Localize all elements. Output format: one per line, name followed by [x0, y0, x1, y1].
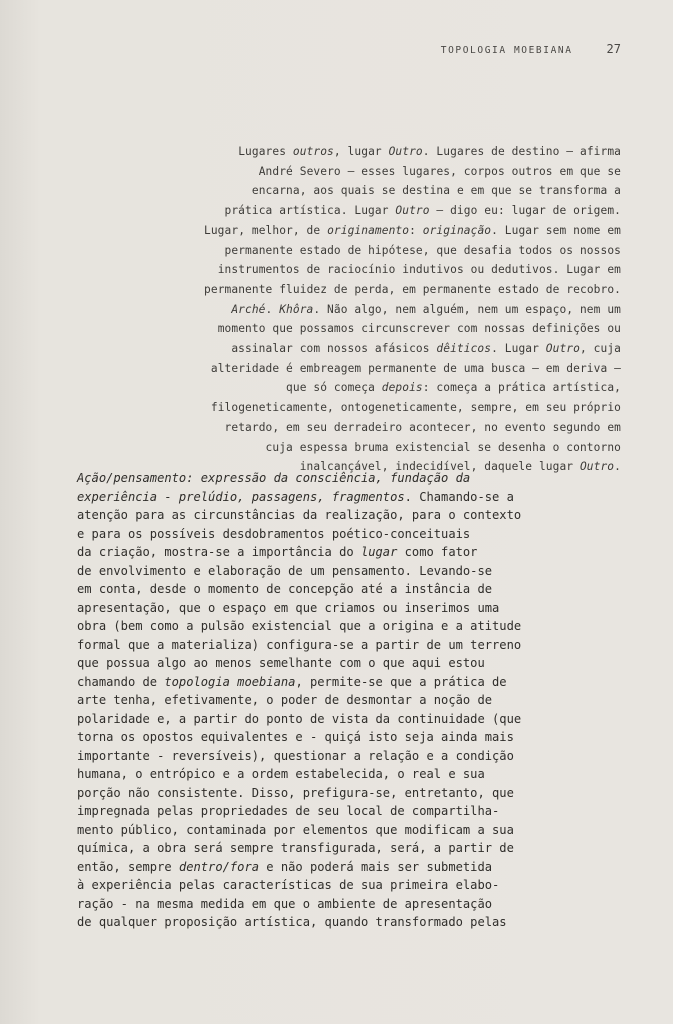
italic-text: Arché — [231, 302, 266, 316]
text-run: chamando de — [77, 674, 165, 689]
quote-line — [150, 142, 621, 162]
running-header — [441, 42, 621, 56]
text-run: . Não algo, nem alguém, nem um espaço, nem um — [313, 302, 621, 316]
body-line — [77, 747, 547, 766]
body-line — [77, 728, 547, 747]
quote-line — [150, 201, 621, 221]
text-run: encarna, aos quais se destina e em que se transforma a — [251, 184, 621, 198]
text-run: em conta, desde o momento de concepção até a instância de — [77, 582, 493, 596]
body-line — [77, 895, 547, 914]
italic-text: depois — [381, 381, 423, 395]
text-run: permanente fluidez de perda, em permanente estado de recobro. — [204, 282, 621, 296]
body-line — [77, 673, 547, 692]
body-line — [77, 469, 547, 488]
italic-text: Outro — [388, 145, 423, 158]
text-run: momento que possamos circunscrever com nossas definições ou — [217, 322, 621, 336]
text-run: e para os possíveis desdobramentos poético-conceituais — [77, 526, 471, 541]
body-line — [77, 617, 547, 636]
text-run: humana, o entrópico e a ordem estabelecida, o real e sua — [77, 767, 485, 781]
text-run: assinalar com nossos afásicos — [231, 342, 437, 356]
body-line — [77, 710, 547, 729]
text-run: mento público, contaminada por elementos que modificam a sua — [77, 822, 514, 837]
body-line — [77, 506, 547, 525]
text-run: formal que a materializa) configura-se a partir de um terreno — [77, 637, 522, 652]
text-run: obra (bem como a pulsão existencial que a origina e a atitude — [77, 619, 522, 633]
text-run: da criação, mostra-se a importância do — [77, 545, 361, 559]
quote-line — [150, 300, 621, 320]
body-line — [77, 691, 547, 710]
text-run: . Lugares de destino — afirma — [422, 145, 621, 158]
body-line — [77, 784, 547, 803]
text-run: polaridade e, a partir do ponto de vista da continuidade (que — [77, 711, 522, 726]
quote-line — [150, 319, 621, 339]
quote-line — [150, 181, 621, 201]
text-run: que só começa — [286, 381, 382, 395]
body-line — [77, 636, 547, 655]
text-run: retardo, em seu derradeiro acontecer, no evento segundo em — [224, 420, 621, 434]
body-line — [77, 839, 547, 858]
italic-text: Outro — [545, 342, 580, 356]
text-run: cuja espessa bruma existencial se desenha o contorno — [265, 440, 621, 454]
text-run: arte tenha, efetivamente, o poder de desmontar a noção de — [77, 693, 493, 707]
quote-line — [150, 398, 621, 418]
italic-text: Outro — [579, 460, 615, 474]
body-line — [77, 876, 547, 895]
body-line — [77, 488, 547, 507]
text-run: — digo eu: lugar de origem. — [429, 204, 621, 218]
text-run: que possua algo ao menos semelhante com o que aqui estou — [77, 656, 485, 670]
italic-text: Outro — [395, 204, 430, 218]
text-run: prática artística. Lugar — [224, 204, 396, 218]
quote-line — [150, 260, 621, 280]
text-run: inalcançável, indecidível, daquele lugar — [299, 460, 580, 474]
text-run: apresentação, que o espaço em que criamos ou inserimos uma — [77, 600, 500, 615]
quote-line — [150, 339, 621, 359]
text-run: instrumentos de raciocínio indutivos ou dedutivos. Lugar em — [217, 263, 621, 277]
italic-text: experiência - prelúdio, passagens, fragmentos — [77, 489, 405, 504]
text-run: . — [614, 460, 621, 474]
text-run: química, a obra será sempre transfigurada, será, a partir de — [77, 841, 514, 855]
text-run: e não poderá mais ser submetida — [259, 859, 493, 874]
text-run: importante - reversíveis), questionar a relação e a condição — [77, 748, 514, 763]
text-run: então, sempre — [77, 859, 179, 874]
italic-text: Khôra — [279, 302, 314, 316]
body-line — [77, 599, 547, 618]
text-run: ração - na mesma medida em que o ambiente de apresentação — [77, 896, 493, 911]
text-run: torna os opostos equivalentes e - quiçá isto seja ainda mais — [77, 730, 514, 744]
body-line — [77, 562, 547, 581]
text-run: . Lugar — [491, 342, 546, 356]
italic-text: dêiticos — [436, 342, 492, 356]
text-run: de envolvimento e elaboração de um pensamento. Levando-se — [77, 563, 493, 578]
body-line — [77, 525, 547, 544]
body-line — [77, 821, 547, 840]
text-run: permanente estado de hipótese, que desafia todos os nossos — [224, 243, 621, 257]
italic-text: originamento — [327, 223, 410, 237]
text-run: como fator — [397, 545, 478, 559]
quote-line — [150, 438, 621, 458]
italic-text: topologia moebiana — [164, 674, 296, 689]
text-run: , permite-se que a prática de — [295, 674, 507, 689]
text-run: Lugar, melhor, de — [204, 223, 328, 237]
body-line — [77, 913, 547, 932]
quote-line — [150, 359, 621, 379]
quote-line — [150, 221, 621, 241]
body-line — [77, 654, 547, 673]
page-number: 27 — [606, 42, 621, 56]
text-run: : começa a prática artística, — [422, 381, 621, 395]
quote-line — [150, 280, 621, 300]
text-run: alteridade é embreagem permanente de uma busca — em deriva — — [210, 361, 621, 375]
text-run: atenção para as circunstâncias da realização, para o contexto — [77, 508, 522, 522]
text-run: , cuja — [579, 342, 621, 356]
body-line — [77, 802, 547, 821]
italic-text: Ação/pensamento: expressão da consciência, fundação da — [77, 471, 471, 485]
body-line — [77, 580, 547, 599]
text-run: à experiência pelas características de sua primeira elabo- — [77, 878, 500, 892]
italic-text: dentro/fora — [178, 859, 260, 874]
body-paragraph — [77, 469, 547, 932]
text-run: . Lugar sem nome em — [491, 223, 621, 237]
text-run: porção não consistente. Disso, prefigura-se, entretanto, que — [77, 785, 514, 800]
text-run: de qualquer proposição artística, quando transformado pelas — [77, 915, 507, 929]
text-run: : — [409, 223, 423, 237]
quote-line — [150, 418, 621, 438]
italic-text: originação — [422, 223, 492, 237]
text-run: . Chamando-se a — [404, 489, 514, 504]
italic-text: lugar — [360, 545, 398, 559]
text-run: filogeneticamente, ontogeneticamente, sempre, em seu próprio — [210, 401, 621, 415]
text-run: . — [265, 302, 280, 316]
quote-line — [150, 162, 621, 182]
text-run: impregnada pelas propriedades de seu local de compartilha- — [77, 804, 500, 818]
text-run: , lugar — [333, 145, 389, 158]
italic-text: outros — [292, 145, 334, 158]
body-line — [77, 858, 547, 877]
text-run: Lugares — [238, 145, 293, 158]
text-run: André Severo — esses lugares, corpos outros em que se — [258, 164, 621, 178]
body-line — [77, 543, 547, 562]
body-line — [77, 765, 547, 784]
running-title: TOPOLOGIA MOEBIANA — [440, 45, 573, 56]
quote-line — [150, 241, 621, 261]
quote-line — [150, 378, 621, 398]
epigraph-quote — [150, 142, 621, 477]
